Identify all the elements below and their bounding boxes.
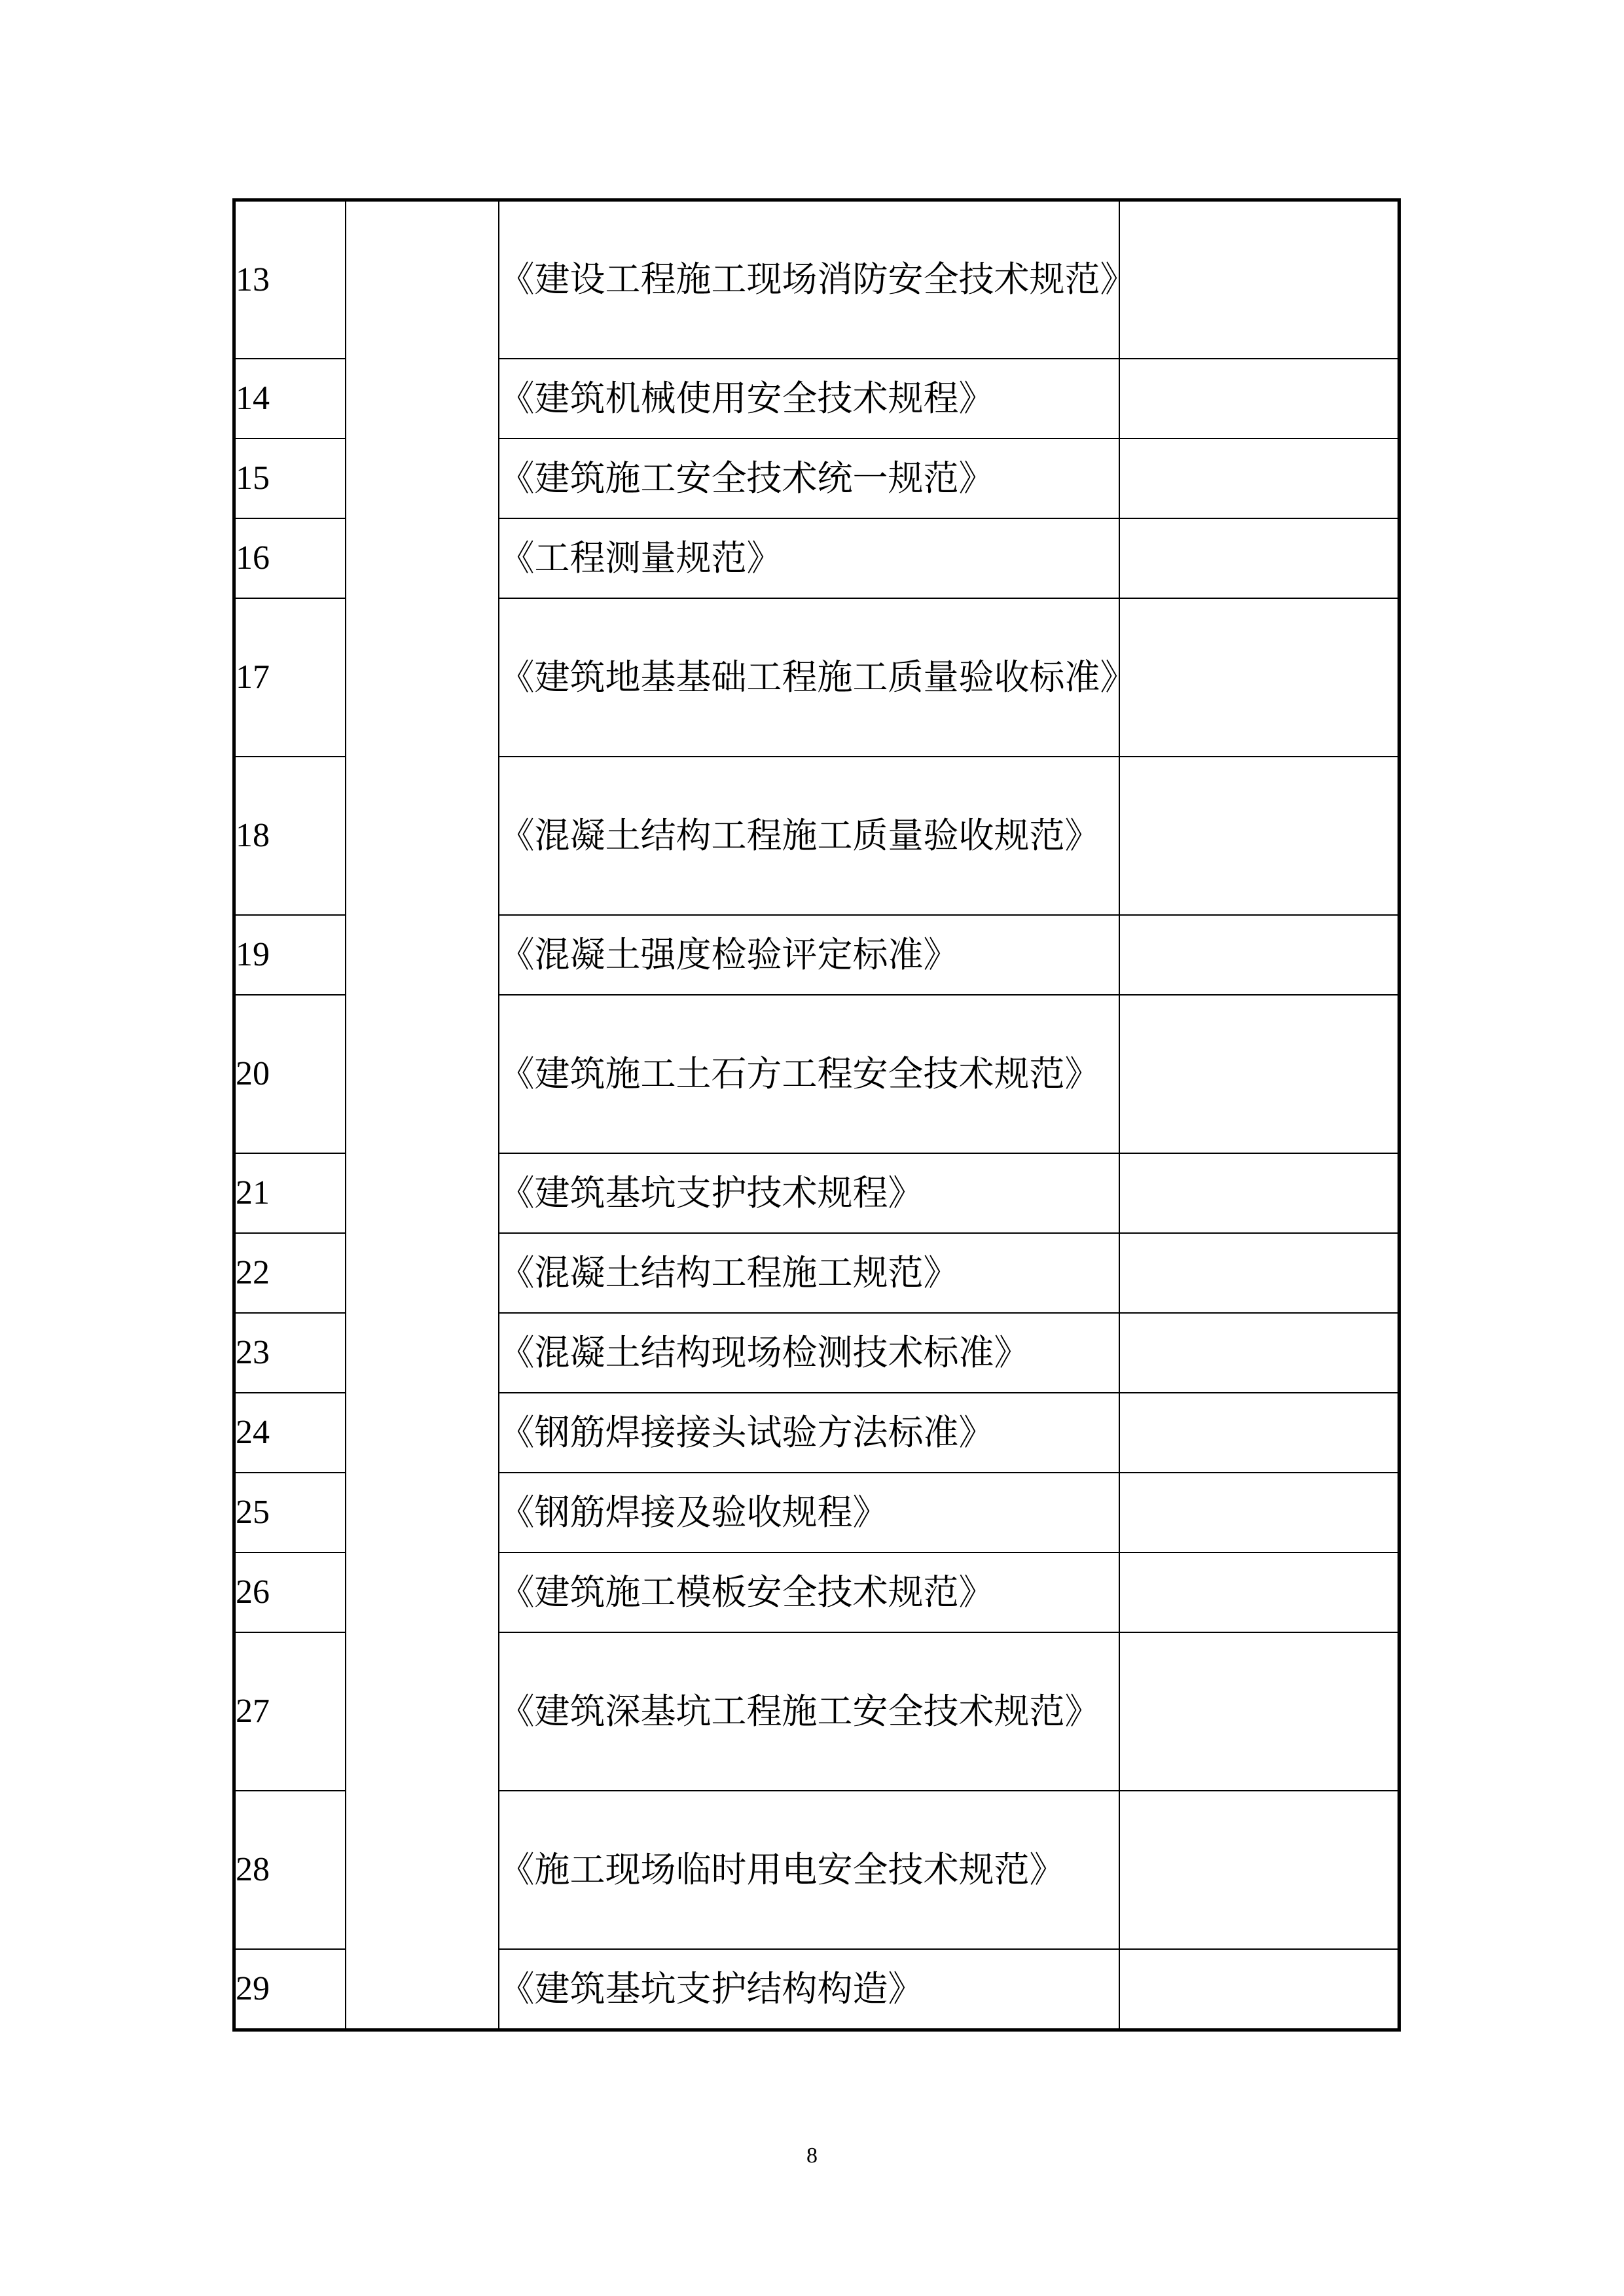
standard-name-cell: 《混凝土结构工程施工规范》: [499, 1233, 1119, 1313]
row-number-cell: 18: [234, 757, 346, 915]
standard-name-cell: 《建筑基坑支护结构构造》: [499, 1949, 1119, 2030]
remarks-cell: [1119, 1791, 1399, 1949]
standard-name-cell: 《建筑机械使用安全技术规程》: [499, 359, 1119, 439]
table-row: [234, 200, 1399, 359]
standard-name-cell: 《建筑基坑支护技术规程》: [499, 1153, 1119, 1233]
standard-name-cell: 《建筑施工安全技术统一规范》: [499, 439, 1119, 518]
remarks-cell: [1119, 598, 1399, 757]
standard-name-cell: 《建筑深基坑工程施工安全技术规范》: [499, 1632, 1119, 1791]
page-number: 8: [806, 2144, 818, 2168]
category-cell: [346, 200, 499, 2030]
remarks-cell: [1119, 1393, 1399, 1473]
row-number-cell: 19: [234, 915, 346, 995]
row-number-cell: 21: [234, 1153, 346, 1233]
remarks-cell: [1119, 1233, 1399, 1313]
row-number-cell: 13: [234, 200, 346, 359]
row-number-cell: 24: [234, 1393, 346, 1473]
standard-name-cell: 《施工现场临时用电安全技术规范》: [499, 1791, 1119, 1949]
remarks-cell: [1119, 995, 1399, 1153]
row-number-cell: 23: [234, 1313, 346, 1393]
remarks-cell: [1119, 200, 1399, 359]
row-number-cell: 29: [234, 1949, 346, 2030]
remarks-cell: [1119, 1949, 1399, 2030]
row-number-cell: 27: [234, 1632, 346, 1791]
standards-table-body: [234, 200, 1399, 2030]
remarks-cell: [1119, 439, 1399, 518]
remarks-cell: [1119, 1632, 1399, 1791]
row-number-cell: 22: [234, 1233, 346, 1313]
row-number-cell: 14: [234, 359, 346, 439]
remarks-cell: [1119, 757, 1399, 915]
row-number-cell: 15: [234, 439, 346, 518]
remarks-cell: [1119, 1153, 1399, 1233]
remarks-cell: [1119, 1313, 1399, 1393]
standard-name-cell: 《钢筋焊接接头试验方法标准》: [499, 1393, 1119, 1473]
standard-name-cell: 《建筑施工模板安全技术规范》: [499, 1552, 1119, 1632]
standards-table: [232, 198, 1401, 2032]
standard-name-cell: 《建筑地基基础工程施工质量验收标准》: [499, 598, 1119, 757]
standard-name-cell: 《混凝土结构现场检测技术标准》: [499, 1313, 1119, 1393]
standard-name-cell: 《钢筋焊接及验收规程》: [499, 1473, 1119, 1552]
row-number-cell: 28: [234, 1791, 346, 1949]
standard-name-cell: 《混凝土强度检验评定标准》: [499, 915, 1119, 995]
row-number-cell: 26: [234, 1552, 346, 1632]
remarks-cell: [1119, 518, 1399, 598]
row-number-cell: 17: [234, 598, 346, 757]
standard-name-cell: 《混凝土结构工程施工质量验收规范》: [499, 757, 1119, 915]
standard-name-cell: 《工程测量规范》: [499, 518, 1119, 598]
remarks-cell: [1119, 1552, 1399, 1632]
standard-name-cell: 《建设工程施工现场消防安全技术规范》: [499, 200, 1119, 359]
remarks-cell: [1119, 359, 1399, 439]
remarks-cell: [1119, 915, 1399, 995]
remarks-cell: [1119, 1473, 1399, 1552]
row-number-cell: 25: [234, 1473, 346, 1552]
standard-name-cell: 《建筑施工土石方工程安全技术规范》: [499, 995, 1119, 1153]
row-number-cell: 16: [234, 518, 346, 598]
row-number-cell: 20: [234, 995, 346, 1153]
